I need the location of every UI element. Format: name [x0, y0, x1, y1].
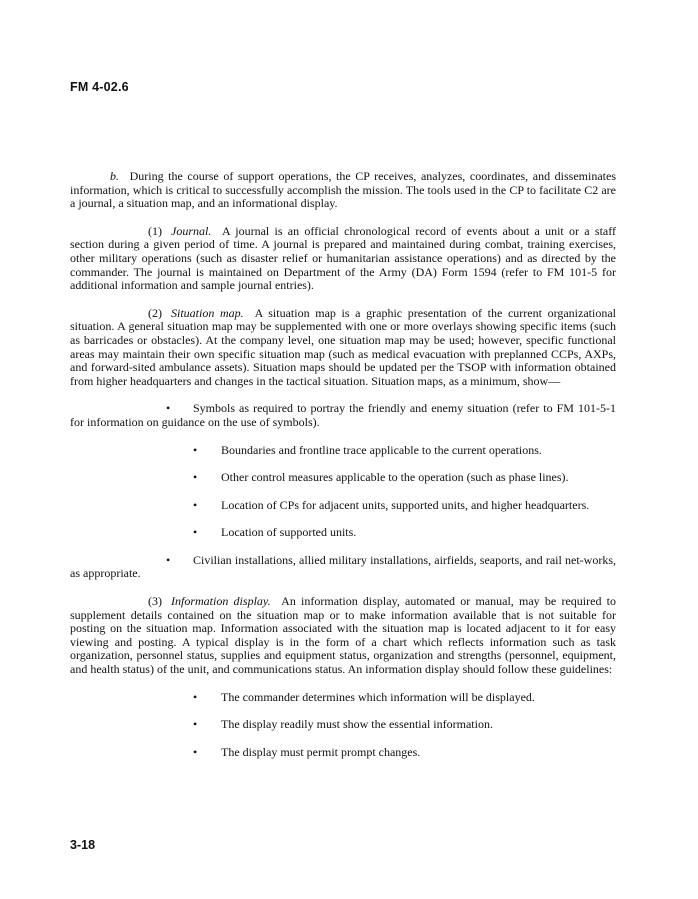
journal-number: (1) — [148, 223, 162, 238]
journal-title: Journal. — [171, 223, 212, 238]
bullet-icon: • — [193, 442, 198, 457]
situation-map-title: Situation map. — [171, 305, 244, 320]
bullet-icon: • — [166, 401, 171, 416]
intro-text: During the course of support operations, the CP receives, analyzes, coordinates, and disseminates information, which is critical to successfully accomplish the mission. The tools used in the CP to facilitate C2 are a journal, a situation map, and an informational display. — [70, 169, 617, 211]
intro-marker: b. — [110, 169, 119, 183]
info-display-text: An information display, automated or manual, may be required to supplement details contained on the situation map or to make information available that is not suitable for posting on the situation map. Information associated with the situation map is located adjacent to it for easy viewing and posting. A typical display is in the form of a chart which reflects information such as task organization, personnel status, supplies and equipment status, organization and strengths (personnel, equipment, and health status) of the unit, and communications status. An information display should follow these guidelines: — [70, 594, 617, 677]
page-number: 3-18 — [70, 838, 96, 852]
bullet-icon: • — [193, 717, 198, 732]
situation-map-number: (2) — [148, 305, 162, 320]
journal-paragraph — [70, 225, 616, 293]
list-item: • The display must permit prompt changes. — [193, 744, 421, 759]
list-item: • Symbols as required to portray the friendly and enemy situation (refer to FM 101-5-1 for information on guidance on the use of symbols). — [70, 401, 616, 429]
bullet-icon: • — [166, 552, 171, 567]
list-item: • Other control measures applicable to the operation (such as phase lines). — [193, 470, 569, 485]
info-display-number: (3) — [148, 594, 162, 609]
situation-map-text: A situation map is a graphic presentation of the current organizational situation. A general situation map may be supplemented with one or more overlays showing specific items (such as barricades or obstacles). At the company level, one situation map may be used; however, specific functional areas may maintain their own specific situation map (such as medical evacuation with preplanned CCPs, AXPs, and forward-sited ambulance assets). Situation maps should be updated per the TSOP with information obtained from higher headquarters and changes in the tactical situation. Situation maps, as a minimum, show— — [70, 305, 616, 388]
document-body — [70, 170, 616, 773]
intro-paragraph — [70, 170, 616, 211]
journal-text: A journal is an official chronological record of events about a unit or a staff section during a given period of time. A journal is prepared and maintained during combat, training exercises, other military operations (such as disaster relief or humanitarian assistance operations) and as directed by the commander. The journal is maintained on Department of the Army (DA) Form 1594 (refer to FM 101-5 for additional information and sample journal entries). — [70, 223, 617, 293]
info-display-paragraph — [70, 595, 616, 677]
bullet-icon: • — [193, 689, 198, 704]
bullet-icon: • — [193, 470, 198, 485]
list-item: • Boundaries and frontline trace applicable to the current operations. — [193, 442, 542, 457]
list-item: • The display readily must show the essential information. — [193, 717, 493, 732]
list-item: • The commander determines which information will be displayed. — [193, 689, 535, 704]
list-item: • Location of supported units. — [193, 525, 357, 540]
bullet-icon: • — [193, 497, 198, 512]
list-item: • Civilian installations, allied military installations, airfields, seaports, and rail net-works, as appropriate. — [70, 552, 616, 581]
situation-map-paragraph — [70, 307, 616, 389]
bullet-icon: • — [193, 525, 198, 540]
bullet-icon: • — [193, 744, 198, 759]
info-display-title: Information display. — [171, 594, 271, 609]
list-item: • Location of CPs for adjacent units, supported units, and higher headquarters. — [193, 497, 590, 512]
page-header: FM 4-02.6 — [70, 80, 129, 94]
